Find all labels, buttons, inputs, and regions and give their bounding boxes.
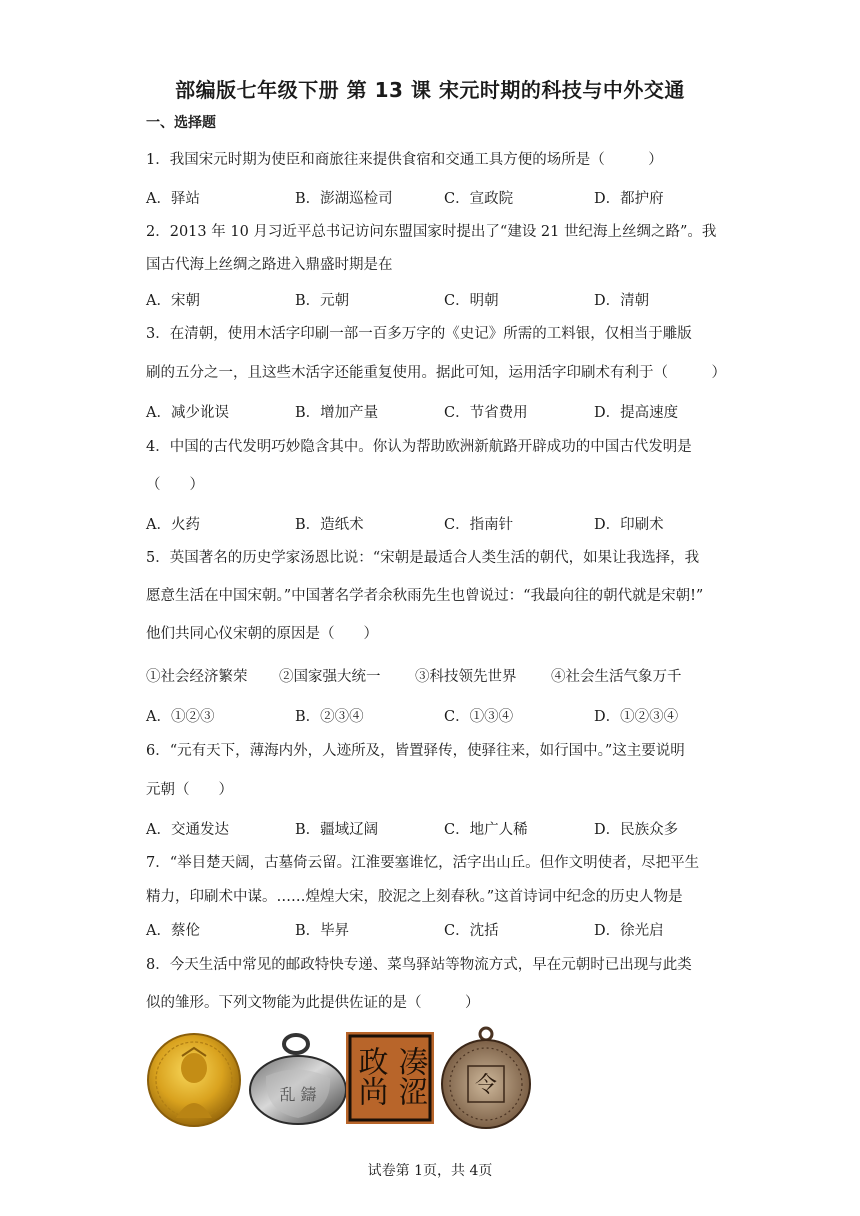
q6-option-a: A．交通发达 — [146, 822, 229, 838]
bronze-token-image — [442, 1028, 530, 1128]
q4-option-d: D．印刷术 — [594, 517, 664, 533]
question-2-stem-line2: 国古代海上丝绸之路进入鼎盛时期是在 — [146, 257, 393, 273]
q2-option-d: D．清朝 — [594, 293, 650, 309]
q4-option-c: C．指南针 — [444, 517, 514, 533]
q1-option-c: C．宣政院 — [444, 191, 514, 207]
q7-option-a: A．蔡伦 — [146, 923, 200, 939]
q3-option-b: B．增加产量 — [295, 405, 379, 421]
question-7-stem-line1: 7．“举目楚天阔，古墓倚云留。江淮要塞谁忆，活字出山丘。但作文明使者，尽把平生 — [146, 855, 700, 871]
silver-tablet-image — [250, 1035, 346, 1124]
q3-option-a: A．减少讹误 — [146, 405, 229, 421]
q5-item-3: ③科技领先世界 — [415, 669, 517, 685]
page-footer: 试卷第 1页，共 4页 — [367, 1163, 493, 1179]
seal-stamp-image — [346, 1032, 434, 1124]
q6-option-b: B．疆域辽阔 — [295, 822, 379, 838]
question-6-stem-line1: 6．“元有天下，薄海内外，人迹所及，皆置驿传，使驿往来，如行国中。”这主要说明 — [146, 743, 685, 759]
question-1-stem: 1．我国宋元时期为使臣和商旅往来提供食宿和交通工具方便的场所是（ ） — [146, 152, 663, 168]
section-heading: 一、选择题 — [146, 115, 216, 131]
tablet-inscription: 乱 鑄 — [279, 1085, 317, 1104]
question-5-stem-line2: 愿意生活在中国宋朝。”中国著名学者余秋雨先生也曾说过：“我最向往的朝代就是宋朝!” — [146, 588, 704, 604]
q5-option-a: A．①②③ — [146, 709, 215, 725]
question-5-stem-line1: 5．英国著名的历史学家汤恩比说：“宋朝是最适合人类生活的朝代，如果让我选择，我 — [146, 550, 700, 566]
question-4-stem-line2: （ ） — [146, 477, 204, 493]
q6-option-c: C．地广人稀 — [444, 822, 528, 838]
q2-option-b: B．元朝 — [295, 293, 350, 309]
question-8-stem-line1: 8．今天生活中常见的邮政特快专递、菜鸟驿站等物流方式，早在元朝时已出现与此类 — [146, 957, 692, 973]
q4-option-a: A．火药 — [146, 517, 200, 533]
q5-item-4: ④社会生活气象万千 — [551, 669, 682, 685]
q5-item-2: ②国家强大统一 — [279, 669, 381, 685]
q1-option-b: B．澎湖巡检司 — [295, 191, 393, 207]
q5-option-d: D．①②③④ — [594, 709, 679, 725]
q2-option-a: A．宋朝 — [146, 293, 200, 309]
question-6-stem-line2: 元朝（ ） — [146, 782, 233, 798]
question-7-stem-line2: 精力，印刷术中谋。……煌煌大宋，胶泥之上刻春秋。”这首诗词中纪念的历史人物是 — [146, 889, 683, 905]
q2-option-c: C．明朝 — [444, 293, 499, 309]
q7-option-b: B．毕昇 — [295, 923, 350, 939]
question-2-stem-line1: 2．2013 年 10 月习近平总书记访问东盟国家时提出了“建设 21 世纪海上丝绸之路”。我 — [146, 224, 717, 240]
q7-option-c: C．沈括 — [444, 923, 499, 939]
q1-option-d: D．都护府 — [594, 191, 664, 207]
q3-option-c: C．节省费用 — [444, 405, 528, 421]
artifact-images — [146, 1026, 546, 1130]
q5-option-b: B．②③④ — [295, 709, 364, 725]
q7-option-d: D．徐光启 — [594, 923, 664, 939]
question-3-stem-line1: 3．在清朝，使用木活字印刷一部一百多万字的《史记》所需的工料银，仅相当于雕版 — [146, 326, 692, 342]
question-3-stem-line2: 刷的五分之一，且这些木活字还能重复使用。据此可知，运用活字印刷术有利于（ ） — [146, 365, 726, 381]
q1-option-a: A．驿站 — [146, 191, 200, 207]
q3-option-d: D．提高速度 — [594, 405, 679, 421]
token-character: 令 — [474, 1073, 498, 1098]
q5-item-1: ①社会经济繁荣 — [146, 669, 248, 685]
seal-text-left: 政尚 — [352, 1046, 388, 1106]
question-8-stem-line2: 似的雏形。下列文物能为此提供佐证的是（ ） — [146, 995, 480, 1011]
gold-coin-image — [148, 1034, 240, 1126]
page-title: 部编版七年级下册 第 13 课 宋元时期的科技与中外交通 — [175, 78, 685, 102]
question-5-stem-line3: 他们共同心仪宋朝的原因是（ ） — [146, 626, 378, 642]
seal-text-right: 凑涩 — [392, 1046, 428, 1106]
question-4-stem-line1: 4．中国的古代发明巧妙隐含其中。你认为帮助欧洲新航路开辟成功的中国古代发明是 — [146, 439, 692, 455]
q5-option-c: C．①③④ — [444, 709, 514, 725]
q6-option-d: D．民族众多 — [594, 822, 679, 838]
q4-option-b: B．造纸术 — [295, 517, 364, 533]
